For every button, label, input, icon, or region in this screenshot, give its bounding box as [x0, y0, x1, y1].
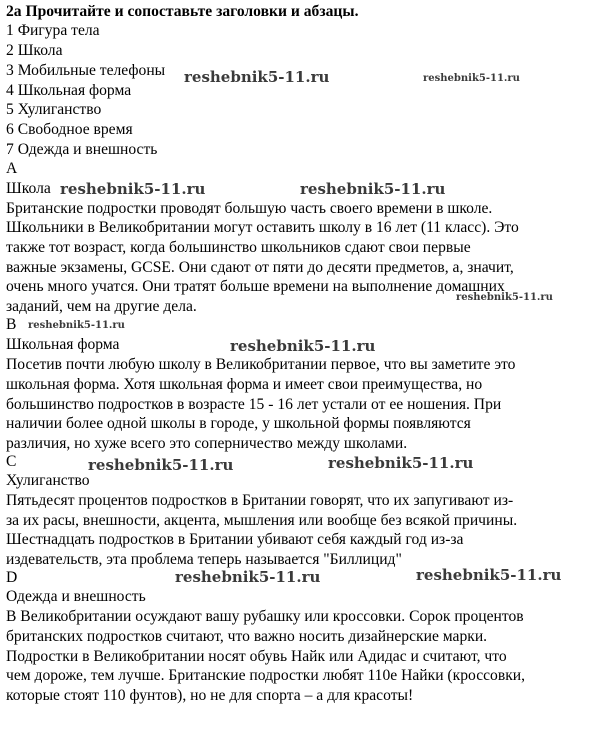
paragraph-line: которые стоят 110 фунтов), но не для спорта – а для красоты! [6, 687, 414, 704]
paragraph-line: также тот возраст, когда большинство школьников сдают свои первые [6, 239, 471, 256]
watermark: reshebnik5-11.ru [28, 320, 125, 331]
paragraph-line: заданий, чем на другие дела. [6, 298, 197, 315]
paragraph-line: Британские подростки проводят большую часть своего времени в школе. [6, 200, 493, 217]
paragraph-line: В Великобритании осуждают вашу рубашку или кроссовки. Сорок процентов [6, 608, 524, 625]
section-heading: Школьная форма [6, 336, 120, 353]
watermark: reshebnik5-11.ru [60, 180, 206, 198]
paragraph-line: Посетив почти любую школу в Великобритании первое, что вы заметите это [6, 356, 516, 373]
section-heading: Школа [6, 180, 51, 197]
paragraph-line: Пятьдесят процентов подростков в Британии говорят, что их запугивают из- [6, 492, 514, 509]
section-heading: Одежда и внешность [6, 588, 146, 605]
heading-option-3: 3 Мобильные телефоны [6, 62, 166, 79]
watermark: reshebnik5-11.ru [230, 337, 376, 355]
paragraph-line: большинство подростков в возрасте 15 - 16 лет устали от ее ношения. При [6, 396, 502, 413]
section-letter: С [6, 453, 17, 470]
paragraph-line: британских подростков считают, что важно носить дизайнерские марки. [6, 628, 488, 645]
section-letter: В [6, 316, 17, 333]
paragraph-line: чем дороже, тем лучше. Британские подростки любят 110е Найки (кроссовки, [6, 667, 526, 684]
paragraph-line: важные экзамены, GCSE. Они сдают от пяти до десяти предметов, а, значит, [6, 259, 514, 276]
paragraph-line: школьная форма. Хотя школьная форма и имеет свои преимущества, но [6, 376, 483, 393]
paragraph-line: очень много учатся. Они тратят больше времени на выполнение домашних [6, 278, 505, 295]
heading-option-7: 7 Одежда и внешность [6, 141, 158, 158]
watermark: reshebnik5-11.ru [300, 180, 446, 198]
watermark: reshebnik5-11.ru [423, 73, 520, 84]
heading-option-2: 2 Школа [6, 42, 63, 59]
watermark: reshebnik5-11.ru [184, 68, 330, 86]
paragraph-line: Подростки в Великобритании носят обувь Найк или Адидас и считают, что [6, 648, 507, 665]
section-heading: Хулиганство [6, 472, 90, 489]
section-letter: А [6, 160, 18, 177]
heading-option-1: 1 Фигура тела [6, 22, 100, 39]
heading-option-4: 4 Школьная форма [6, 82, 132, 99]
watermark: reshebnik5-11.ru [456, 292, 553, 303]
paragraph-line: Школьники в Великобритании могут оставить школу в 16 лет (11 класс). Это [6, 219, 519, 236]
paragraph-line: различия, но хуже всего это соперничество между школами. [6, 435, 408, 452]
heading-option-5: 5 Хулиганство [6, 101, 102, 118]
paragraph-line: издевательств, эта проблема теперь называется "Биллицид" [6, 551, 402, 568]
exercise-title: 2a Прочитайте и сопоставьте заголовки и абзацы. [6, 3, 359, 20]
watermark: reshebnik5-11.ru [416, 566, 562, 584]
watermark: reshebnik5-11.ru [175, 568, 321, 586]
paragraph-line: Шестнадцать подростков в Британии убивают себя каждый год из-за [6, 531, 464, 548]
watermark: reshebnik5-11.ru [328, 454, 474, 472]
watermark: reshebnik5-11.ru [88, 456, 234, 474]
paragraph-line: наличии более одной школы в городе, у школьной формы появляются [6, 415, 471, 432]
section-letter: D [6, 569, 18, 586]
paragraph-line: за их расы, внешности, акцента, мышления или вообще без всякой причины. [6, 512, 518, 529]
heading-option-6: 6 Свободное время [6, 121, 133, 138]
